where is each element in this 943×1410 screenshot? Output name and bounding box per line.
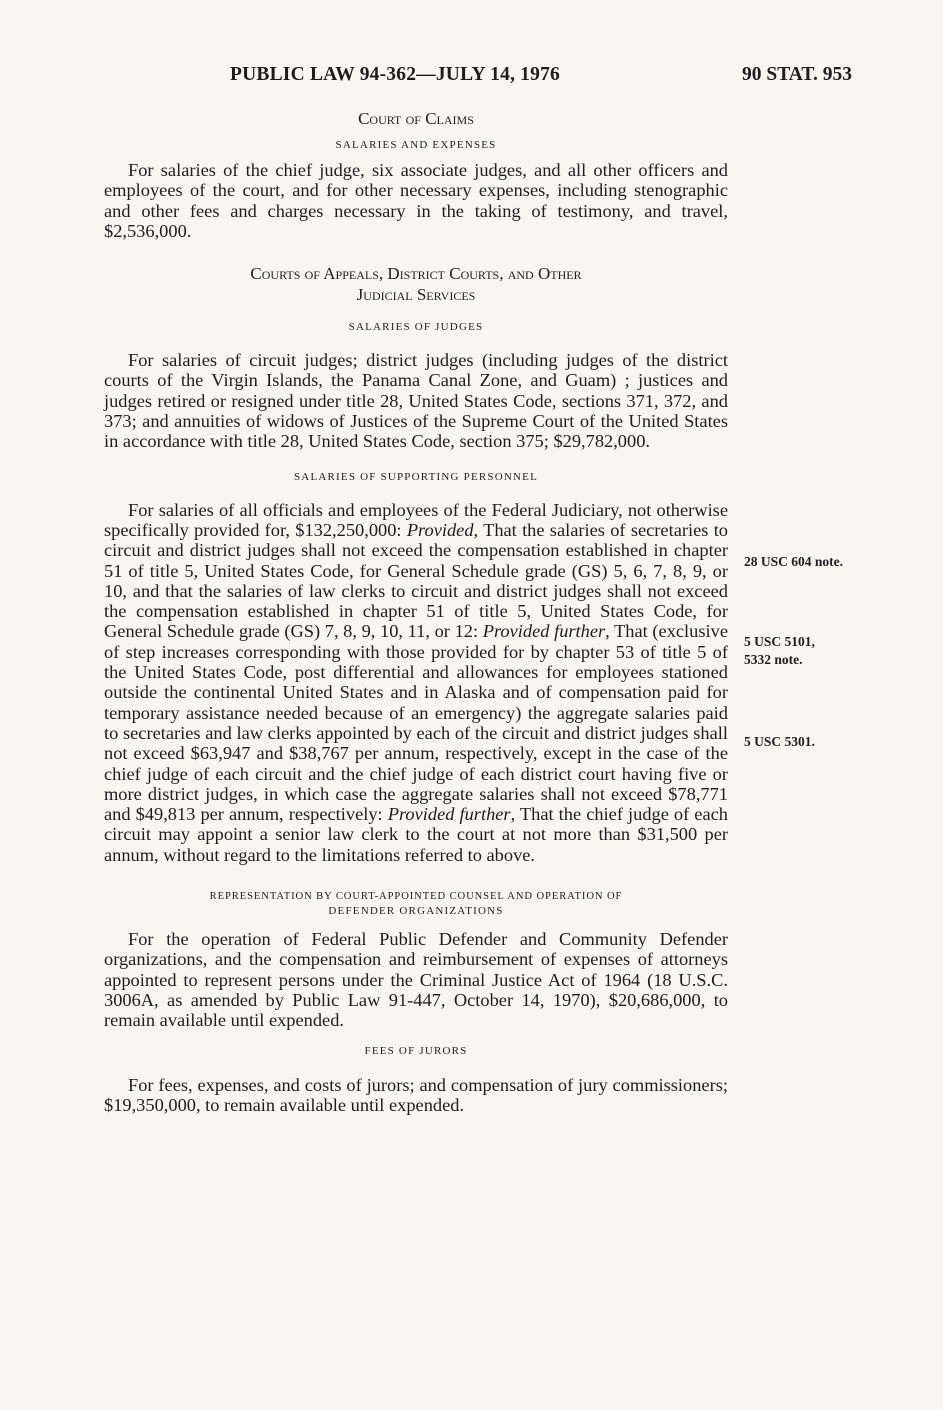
subheading-representation-line1: REPRESENTATION BY COURT-APPOINTED COUNSEL AND OPERATION OF — [209, 891, 623, 903]
paragraph-salaries-of-judges: For salaries of circuit judges; district judges (including judges of the district courts of the Virgin Islands, the Panama Canal Zone, and Guam) ; justices and judges retired or resigned under title 28, United States Code, sections 371, 372, and 373; and annuities of widows of Justices of the Supreme Court of the United States in accordance with title 28, United States Code, section 375; $29,782,000. — [104, 350, 728, 452]
paragraph-defender-organizations: For the operation of Federal Public Defender and Community Defender organizations, and the compensation and reimbursement of expenses of attorneys appointed to represent persons under the Criminal Justice Act of 1964 (18 U.S.C. 3006A, as amended by Public Law 91-447, October 14, 1970), $20,686,000, to remain available until expended. — [104, 929, 728, 1031]
section-heading-courts-of-appeals-line1: Courts of Appeals, District Courts, and Other — [250, 264, 582, 284]
statute-page-reference: 90 STAT. 953 — [742, 64, 852, 85]
personnel-text-part2: , That the salaries of secretaries to circuit and district judges shall not exceed the compensation established in chapter 51 of title 5, United States Code, for General Schedule grade (GS) 5, 6, 7, 8, 9, or 10, and that the salaries of law clerks to circuit and district judges shall not exceed the compensation established in chapter 51 of title 5, United States Code, for General Schedule grade (GS) 7, 8, 9, 10, 11, or 12: — [104, 519, 728, 642]
margin-note-28-usc-604: 28 USC 604 note. — [744, 554, 844, 569]
personnel-text-part1: For salaries of all officials and employees of the Federal Judiciary, not otherwise specifically provided for, $132,250,000: — [104, 499, 728, 540]
provided-clause-1: Provided — [406, 519, 474, 540]
running-head: PUBLIC LAW 94-362—JULY 14, 1976 — [230, 64, 560, 85]
main-text-column — [104, 108, 728, 1115]
subheading-fees-of-jurors: FEES OF JURORS — [364, 1044, 468, 1057]
subheading-representation-line2: DEFENDER ORGANIZATIONS — [328, 905, 504, 918]
paragraph-fees-of-jurors: For fees, expenses, and costs of jurors; and compensation of jury commissioners; $19,350,000, to remain available until expended. — [104, 1074, 728, 1115]
section-heading-court-of-claims: Court of Claims — [358, 109, 474, 128]
section-heading-courts-of-appeals-line2: Judicial Services — [356, 285, 476, 305]
paragraph-supporting-personnel — [104, 500, 728, 865]
subheading-supporting-personnel: SALARIES OF SUPPORTING PERSONNEL — [293, 470, 539, 483]
personnel-text-part4: , That the chief judge of each circuit may appoint a senior law clerk to the court at not more than $31,500 per annum, without regard to the limitations referred to above. — [104, 804, 728, 865]
margin-note-5-usc-5101: 5 USC 5101, — [744, 634, 815, 649]
paragraph-court-of-claims: For salaries of the chief judge, six associate judges, and all other officers and employees of the court, and for other necessary expenses, including stenographic and other fees and charges necessary in the taking of testimony, and travel, $2,536,000. — [104, 160, 728, 241]
provided-further-clause-2: Provided further — [387, 804, 511, 825]
provided-further-clause-1: Provided further — [482, 621, 606, 642]
margin-note-5-usc-5301: 5 USC 5301. — [744, 734, 815, 749]
subheading-salaries-of-judges: SALARIES OF JUDGES — [348, 321, 484, 334]
margin-note-5332-note: 5332 note. — [744, 652, 803, 667]
personnel-text-part3: , That (exclusive of step increases corresponding with those provided for by chapter 53 of title 5 of the United States Code, post differential and allowances for employees stationed outside the continental United States and in Alaska and of compensation paid for temporary assistance needed because of an emergency) the aggregate salaries paid to secretaries and law clerks appointed by each of the circuit and district judges shall not exceed $63,947 and $38,767 per annum, respectively, except in the case of the chief judge of each circuit and the chief judge of each district court having five or more district judges, in which case the aggregate salaries shall not exceed $78,771 and $49,813 per annum, respectively: — [104, 621, 728, 825]
subheading-salaries-and-expenses: SALARIES AND EXPENSES — [335, 139, 497, 151]
